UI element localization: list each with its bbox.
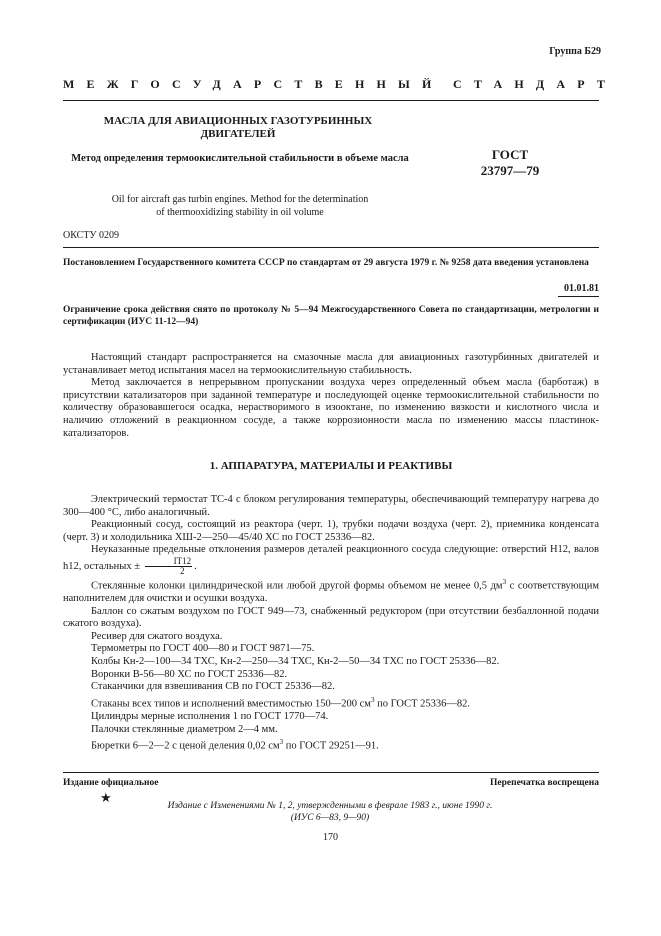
list-item <box>63 736 599 753</box>
document-title: МАСЛА ДЛЯ АВИАЦИОННЫХ ГАЗОТУРБИННЫХ ДВИГАТЕЛЕЙ <box>103 115 373 140</box>
reprint-notice: Перепечатка воспрещена <box>489 778 599 788</box>
gost-number: 23797—79 <box>480 163 540 178</box>
standard-heading: СТАНДАРТ <box>453 77 618 91</box>
intro-paragraph: Метод заключается в непрерывном пропускании воздуха через определенный объем масла (барботаж) в присутствии катализаторов при заданной температуре и последующей оценке термоокислительной стабильности по количеству образовавшегося осадка, нерастворимого в изооктане, по изменению вязкости и кислотного числа и наличию отложений в реакционном сосуде, а также коррозионности масла по изменению массы пластинок-катализаторов. <box>63 377 599 439</box>
gost-designation <box>470 147 550 179</box>
list-item: Цилиндры мерные исполнения 1 по ГОСТ 1770—74. <box>91 710 329 722</box>
gost-label: ГОСТ <box>491 147 529 162</box>
superscript: 3 <box>370 695 375 704</box>
english-title <box>80 193 400 219</box>
equipment-list <box>63 494 599 753</box>
list-item: Колбы Кн-2—100—34 ТХС, Кн-2—250—34 ТХС, Кн-2—50—34 ТХС по ГОСТ 25336—82. <box>91 656 500 668</box>
english-title-line1: Oil for aircraft gas turbin engines. Method for the determination <box>111 194 369 205</box>
page-number: 170 <box>323 832 338 843</box>
fraction-denominator: 2 <box>180 565 185 576</box>
group-code: Группа Б29 <box>549 46 601 57</box>
list-item: Ресивер для сжатого воздуха. <box>91 630 223 642</box>
date-underline <box>558 296 599 297</box>
header-rule <box>63 100 599 101</box>
superscript: 3 <box>279 738 284 747</box>
oksty-code: ОКСТУ 0209 <box>63 230 120 241</box>
list-item: Реакционный сосуд, состоящий из реактора (черт. 1), трубки подачи воздуха (черт. 2), приемника конденсата (черт. 3) и холодильника ХШ-2—250—45/40 ХС по ГОСТ 25336—82. <box>63 519 599 543</box>
list-item <box>63 544 599 576</box>
restriction-text: Ограничение срока действия снято по протоколу № 5—94 Межгосударственного Совета по стандартизации, метрологии и сертификации (ИУС 11-12—94) <box>63 305 599 327</box>
effective-date: 01.01.81 <box>564 283 599 294</box>
tolerance-end: . <box>194 560 197 572</box>
english-title-line2: of thermooxidizing stability in oil volume <box>156 207 324 218</box>
list-item: Воронки В-56—80 ХС по ГОСТ 25336—82. <box>91 668 288 680</box>
list-item: Палочки стеклянные диаметром 2—4 мм. <box>91 723 278 735</box>
edition-line2: (ИУС 6—83, 9—90) <box>290 813 370 823</box>
superscript: 3 <box>502 577 507 586</box>
list-item: Стаканчики для взвешивания СВ по ГОСТ 25336—82. <box>91 681 335 693</box>
burettes-text: Бюретки 6—2—2 с ценой деления 0,02 см <box>91 740 280 752</box>
tolerance-text: Неуказанные предельные отклонения размеров деталей реакционного сосуда следующие: отверстий Н12, валов h12, остальных ± <box>63 544 599 572</box>
list-item: Баллон со сжатым воздухом по ГОСТ 949—73, снабженный редуктором (при отсутствии безбаллонной подачи сжатого воздуха). <box>63 605 599 630</box>
edition-line1: Издание с Изменениями № 1, 2, утвержденными в феврале 1983 г., июне 1990 г. <box>167 801 493 811</box>
official-edition: Издание официальное <box>63 778 159 788</box>
glasses-text-end: по ГОСТ 25336—82. <box>374 698 471 710</box>
interstate-heading: МЕЖГОСУДАРСТВЕННЫЙ <box>63 77 444 91</box>
intro-paragraph: Настоящий стандарт распространяется на смазочные масла для авиационных газотурбинных двигателей и устанавливает метод испытания масел на термоокислительную стабильность. <box>63 352 599 376</box>
tolerance-fraction <box>145 557 193 576</box>
list-item: Термометры по ГОСТ 400—80 и ГОСТ 9871—75. <box>91 643 315 655</box>
footer-rule <box>63 772 599 773</box>
document-subtitle: Метод определения термоокислительной стабильности в объеме масла <box>71 153 409 164</box>
list-item: Электрический термостат ТС-4 с блоком регулирования температуры, обеспечивающий температуру нагрева до 300—400 °С, либо аналогичный. <box>63 494 599 518</box>
glasses-text: Стаканы всех типов и исполнений вместимостью 150—200 см <box>91 698 371 710</box>
list-item <box>63 694 599 711</box>
burettes-text-end: по ГОСТ 29251—91. <box>283 740 379 752</box>
list-item <box>63 576 599 606</box>
star-icon: ★ <box>100 790 112 805</box>
edition-note <box>130 800 530 824</box>
columns-text: Стеклянные колонки цилиндрической или любой другой формы объемом не менее 0,5 дм <box>91 580 503 592</box>
oksty-rule <box>63 247 599 248</box>
columns-text-end: с соответствующим наполнителем для очистки и осушки воздуха. <box>63 580 599 605</box>
section-heading: 1. АППАРАТУРА, МАТЕРИАЛЫ И РЕАКТИВЫ <box>209 460 453 472</box>
fraction-numerator: IT12 <box>145 557 193 567</box>
intro-text <box>63 352 599 440</box>
decree-text: Постановлением Государственного комитета СССР по стандартам от 29 августа 1979 г. № 9258 дата введения установлена <box>63 258 589 268</box>
